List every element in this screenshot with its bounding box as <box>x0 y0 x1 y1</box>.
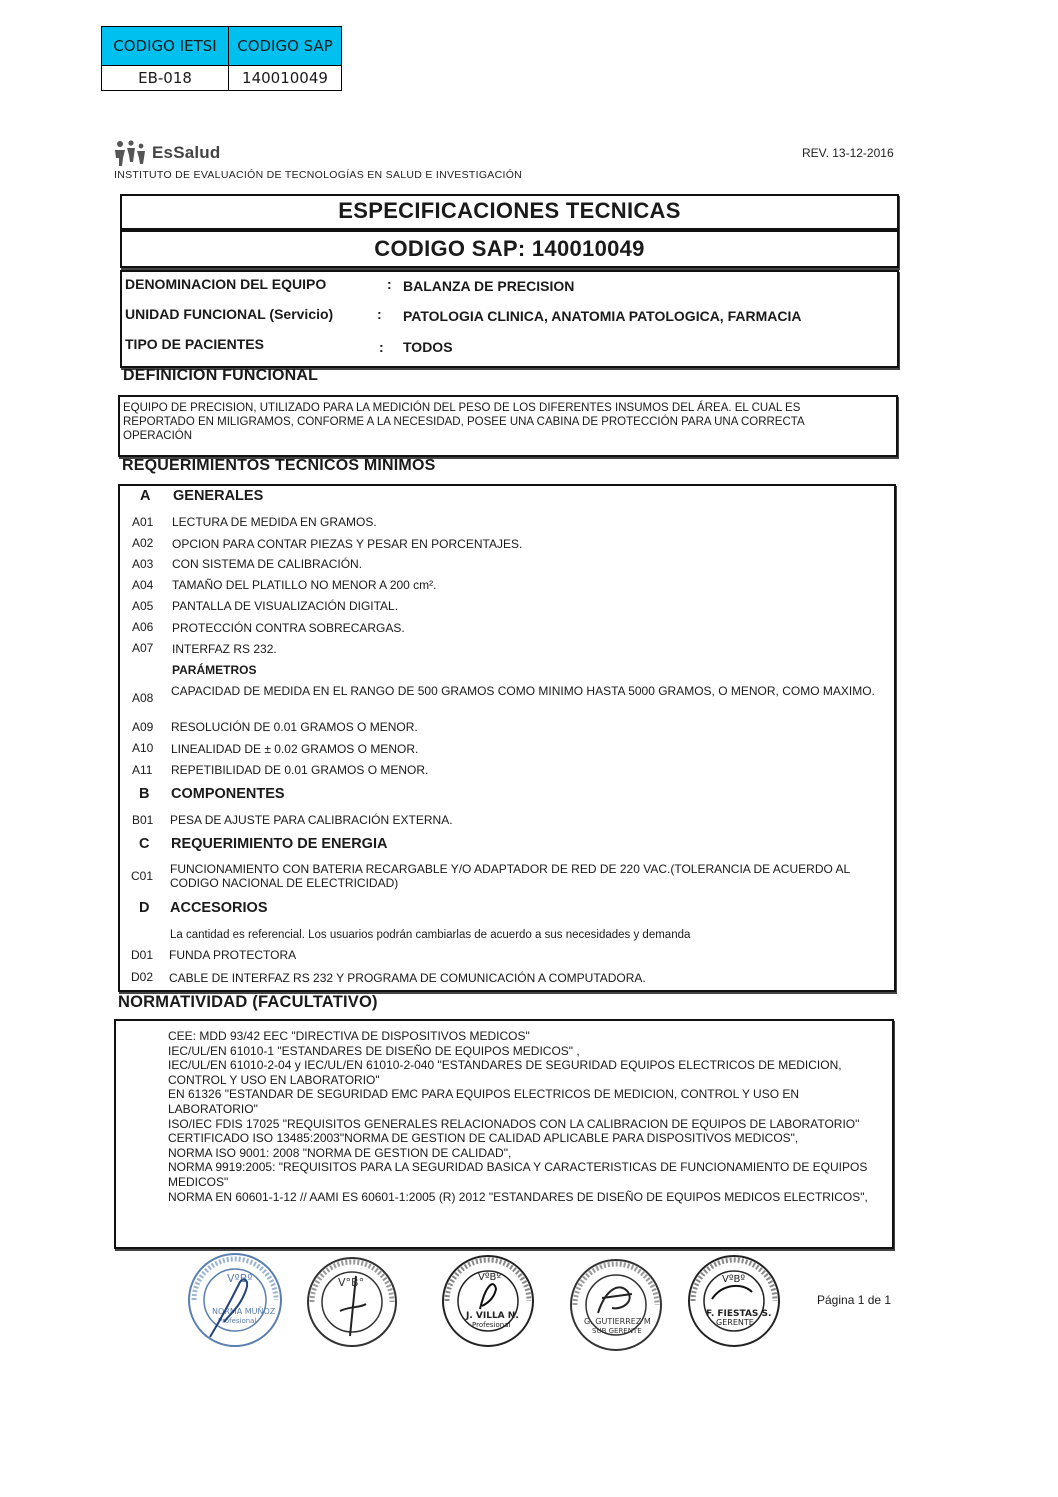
item-text: CON SISTEMA DE CALIBRACIÓN. <box>172 557 363 571</box>
patient-type-label: TIPO DE PACIENTES <box>125 336 264 352</box>
item-code: A02 <box>132 536 154 550</box>
code-sap-header: CODIGO SAP <box>229 27 342 66</box>
item-code: D02 <box>131 970 154 984</box>
norm-line: CEE: MDD 93/42 EEC "DIRECTIVA DE DISPOSITIVOS MEDICOS" <box>168 1029 530 1043</box>
norm-line: IEC/UL/EN 61010-1 "ESTANDARES DE DISEÑO DE EQUIPOS MEDICOS" , <box>168 1043 580 1058</box>
item-code: B01 <box>132 813 154 827</box>
item-text: CABLE DE INTERFAZ RS 232 Y PROGRAMA DE COMUNICACIÓN A COMPUTADORA. <box>169 971 646 985</box>
functional-definition-box <box>118 395 898 457</box>
item-code: A09 <box>132 720 154 734</box>
item-text: PANTALLA DE VISUALIZACIÓN DIGITAL. <box>172 599 399 613</box>
equipment-info <box>120 270 899 368</box>
svg-text:J. VILLA N.: J. VILLA N. <box>466 1311 519 1321</box>
item-code: A01 <box>132 515 154 529</box>
item-code: A11 <box>132 763 153 777</box>
svg-text:VºBº: VºBº <box>478 1272 502 1283</box>
accessories-note: La cantidad es referencial. Los usuarios podrán cambiarlas de acuerdo a sus necesidades y demanda <box>170 929 691 941</box>
item-code: A08 <box>132 691 154 705</box>
document-title: ESPECIFICACIONES TECNICAS <box>120 194 899 230</box>
approval-stamps <box>180 1252 800 1362</box>
item-code: A04 <box>132 578 154 592</box>
colon: : <box>377 306 382 322</box>
code-sap-value: 140010049 <box>229 66 342 91</box>
code-ietsi-header: CODIGO IETSI <box>102 27 229 66</box>
norm-line: NORMA ISO 9001: 2008 "NORMA DE GESTION DE CALIDAD", <box>168 1145 512 1160</box>
item-text: PROTECCIÓN CONTRA SOBRECARGAS. <box>172 621 405 635</box>
page-number: Página 1 de 1 <box>817 1293 892 1307</box>
category-letter: D <box>139 900 150 916</box>
item-text: REPETIBILIDAD DE 0.01 GRAMOS O MENOR. <box>171 763 429 777</box>
approval-stamp-3 <box>436 1254 540 1350</box>
functional-definition-text: EQUIPO DE PRECISION, UTILIZADO PARA LA MEDICIÓN DEL PESO DE LOS DIFERENTES INSUMOS DEL ÁREA. EL CUAL ES REPORTADO EN MILIGRAMOS, CONFORME A LA NECESIDAD, POSEE UNA CABINA DE PROTECCIÓN PARA UNA CORRECTA OPERACIÓN <box>123 402 804 442</box>
item-code: A07 <box>132 641 154 655</box>
norms-list <box>168 1029 878 1204</box>
requirements-box <box>118 484 896 992</box>
approval-stamp-2 <box>300 1256 404 1350</box>
category-title: ACCESORIOS <box>170 900 268 916</box>
item-code: D01 <box>131 948 154 962</box>
item-text: FUNCIONAMIENTO CON BATERIA RECARGABLE Y/O ADAPTADOR DE RED DE 220 VAC.(TOLERANCIA DE ACUERDO AL CODIGO NACIONAL DE ELECTRICIDAD) <box>170 862 850 890</box>
patient-type-value: TODOS <box>403 339 453 355</box>
category-letter: B <box>139 786 150 802</box>
svg-text:F. FIESTAS S.: F. FIESTAS S. <box>706 1309 772 1319</box>
code-ietsi-value: EB-018 <box>102 66 229 91</box>
norms-box <box>114 1019 894 1249</box>
item-text: PESA DE AJUSTE PARA CALIBRACIÓN EXTERNA. <box>170 813 453 827</box>
norm-line: CERTIFICADO ISO 13485:2003"NORMA DE GESTION DE CALIDAD APLICABLE PARA DISPOSITIVOS MEDICOS", <box>168 1131 799 1146</box>
norm-line: ISO/IEC FDIS 17025 "REQUISITOS GENERALES RELACIONADOS CON LA CALIBRACION DE EQUIPOS DE LABORATORIO" <box>168 1116 860 1131</box>
item-code: C01 <box>131 869 154 883</box>
svg-text:V°B°: V°B° <box>338 1276 365 1289</box>
svg-text:Profesional: Profesional <box>472 1321 511 1329</box>
essalud-logo <box>114 140 220 166</box>
people-icon <box>114 140 148 166</box>
svg-text:SUB GERENTE: SUB GERENTE <box>592 1327 642 1335</box>
item-text: FUNDA PROTECTORA <box>169 948 297 962</box>
item-code: A10 <box>132 741 154 755</box>
approval-stamp-5 <box>682 1254 786 1350</box>
category-title: GENERALES <box>173 488 264 504</box>
svg-text:GERENTE: GERENTE <box>716 1318 754 1327</box>
svg-text:G. GUTIERREZ M: G. GUTIERREZ M <box>584 1317 651 1326</box>
item-code: A06 <box>132 620 154 634</box>
parameters-subheading: PARÁMETROS <box>172 663 257 677</box>
category-title: REQUERIMIENTO DE ENERGIA <box>171 836 388 852</box>
item-code: A05 <box>132 599 154 613</box>
item-code: A03 <box>132 557 154 571</box>
item-text: OPCION PARA CONTAR PIEZAS Y PESAR EN PORCENTAJES. <box>172 537 523 551</box>
category-letter: A <box>140 488 151 504</box>
equipment-name-label: DENOMINACION DEL EQUIPO <box>125 276 327 292</box>
norms-heading: NORMATIVIDAD (FACULTATIVO) <box>118 993 378 1011</box>
svg-text:VºBº: VºBº <box>722 1274 746 1285</box>
functional-definition-heading: DEFINICION FUNCIONAL <box>123 367 319 384</box>
logo-text: EsSalud <box>152 143 221 162</box>
item-text: CAPACIDAD DE MEDIDA EN EL RANGO DE 500 GRAMOS COMO MINIMO HASTA 5000 GRAMOS, O MENOR, COMO MAXIMO. <box>171 684 875 698</box>
category-title: COMPONENTES <box>171 786 285 802</box>
svg-text:Profesional: Profesional <box>218 1317 257 1325</box>
functional-unit-value: PATOLOGIA CLINICA, ANATOMIA PATOLOGICA, FARMACIA <box>403 308 802 324</box>
norm-line: IEC/UL/EN 61010-2-04 y IEC/UL/EN 61010-2-040 "ESTANDARES DE SEGURIDAD EQUIPOS ELECTRICOS DE MEDICION, CONTROL Y USO EN LABORATORIO" <box>168 1058 842 1087</box>
item-text: RESOLUCIÓN DE 0.01 GRAMOS O MENOR. <box>171 720 418 734</box>
approval-stamp-1 <box>180 1252 290 1352</box>
norm-line: EN 61326 "ESTANDAR DE SEGURIDAD EMC PARA EQUIPOS ELECTRICOS DE MEDICION, CONTROL Y USO EN LABORATORIO" <box>168 1087 800 1116</box>
approval-stamp-4 <box>562 1258 670 1354</box>
item-text: LECTURA DE MEDIDA EN GRAMOS. <box>172 515 377 529</box>
equipment-name-value: BALANZA DE PRECISION <box>403 278 575 294</box>
norm-line: NORMA 9919:2005: "REQUISITOS PARA LA SEGURIDAD BASICA Y CARACTERISTICAS DE FUNCIONAMIENTO DE EQUIPOS MEDICOS" <box>168 1160 868 1189</box>
category-letter: C <box>139 836 150 852</box>
sap-code-title: CODIGO SAP: 140010049 <box>120 230 899 268</box>
svg-text:VºBº: VºBº <box>227 1272 253 1285</box>
requirements-heading: REQUERIMIENTOS TECNICOS MINIMOS <box>122 457 436 474</box>
colon: : <box>387 276 392 292</box>
colon: : <box>379 339 384 355</box>
code-table <box>101 26 342 91</box>
svg-text:NORMA MUÑOZ: NORMA MUÑOZ <box>212 1307 276 1316</box>
revision-date: REV. 13-12-2016 <box>802 146 894 160</box>
institute-name: INSTITUTO DE EVALUACIÓN DE TECNOLOGÍAS EN SALUD E INVESTIGACIÓN <box>114 169 523 181</box>
item-text: LINEALIDAD DE ± 0.02 GRAMOS O MENOR. <box>171 742 419 756</box>
functional-unit-label: UNIDAD FUNCIONAL (Servicio) <box>125 306 334 322</box>
item-text: INTERFAZ RS 232. <box>172 642 277 656</box>
norm-line: NORMA EN 60601-1-12 // AAMI ES 60601-1:2005 (R) 2012 "ESTANDARES DE DISEÑO DE EQUIPOS MEDICOS ELECTRICOS", <box>168 1189 868 1204</box>
item-text: TAMAÑO DEL PLATILLO NO MENOR A 200 cm². <box>172 578 437 592</box>
